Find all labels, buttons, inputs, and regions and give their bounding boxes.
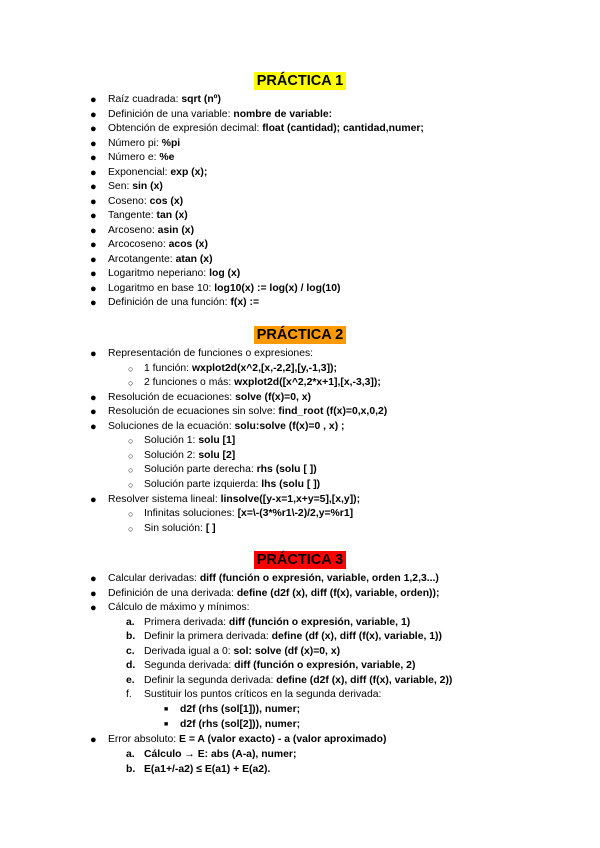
list-marker: c. [126,646,135,657]
bullet-dot: ● [90,181,97,193]
list-item: Derivada igual a 0: sol: solve (df (x)=0, x) [144,646,341,657]
list-item: Solución 2: solu [2] [144,450,236,461]
list-item: Raíz cuadrada: sqrt (nº) [108,94,221,105]
list-marker: d. [126,660,136,671]
list-item: Logaritmo en base 10: log10(x) := log(x) / log(10) [108,283,341,294]
list-item: E(a1+/-a2) ≤ E(a1) + E(a2). [144,764,271,775]
bullet-dot: ● [90,254,97,266]
bullet-dot: ● [90,239,97,251]
list-item: Arcotangente: atan (x) [108,254,213,265]
list-item: Número pi: %pi [108,138,181,149]
bullet-dot: ● [90,406,97,418]
list-item: Solución 1: solu [1] [144,435,236,446]
bullet-circle: ○ [128,451,134,461]
bullet-dot: ● [90,494,97,506]
list-item: Sustituir los puntos críticos en la segunda derivada: [144,689,382,700]
bullet-circle: ○ [128,524,134,534]
list-item: Obtención de expresión decimal: float (cantidad); cantidad,numer; [108,123,424,134]
list-item: Resolver sistema lineal: linsolve([y-x=1,x+y=5],[x,y]); [108,494,361,505]
list-item: Error absoluto: E = A (valor exacto) - a (valor aproximado) [108,734,387,745]
bullet-dot: ● [90,167,97,179]
list-item: Sen: sin (x) [108,181,163,192]
bullet-circle: ○ [128,509,134,519]
list-marker: b. [126,764,136,775]
bullet-square: ■ [164,721,169,728]
list-item: Definir la primera derivada: define (df (x), diff (f(x), variable, 1)) [144,631,442,642]
bullet-dot: ● [90,392,97,404]
bullet-dot: ● [90,421,97,433]
section-title-practica-1 [0,72,600,90]
bullet-square: ■ [164,706,169,713]
list-item: Tangente: tan (x) [108,210,188,221]
list-item: Arcoseno: asin (x) [108,225,195,236]
bullet-dot: ● [90,734,97,746]
bullet-dot: ● [90,109,97,121]
list-item: Número e: %e [108,152,175,163]
list-item: Infinitas soluciones: [x=\-(3*%r1\-2)/2,y=%r1] [144,508,354,519]
bullet-dot: ● [90,283,97,295]
section-heading: PRÁCTICA 3 [254,551,346,569]
list-item: Calcular derivadas: diff (función o expresión, variable, orden 1,2,3...) [108,573,439,584]
list-marker: a. [126,749,135,760]
list-item: Definición de una variable: nombre de variable: [108,109,333,120]
bullet-dot: ● [90,602,97,614]
bullet-dot: ● [90,268,97,280]
list-item: Solución parte derecha: rhs (solu [ ]) [144,464,317,475]
bullet-dot: ● [90,152,97,164]
list-item: Resolución de ecuaciones sin solve: find_root (f(x)=0,x,0,2) [108,406,388,417]
bullet-dot: ● [90,225,97,237]
bullet-dot: ● [90,196,97,208]
list-marker: a. [126,617,135,628]
bullet-dot: ● [90,573,97,585]
list-marker: e. [126,675,135,686]
list-item: Cálculo → E: abs (A-a), numer; [144,749,297,760]
list-item: Representación de funciones o expresiones: [108,348,314,359]
bullet-circle: ○ [128,436,134,446]
list-item: Logaritmo neperiano: log (x) [108,268,241,279]
bullet-dot: ● [90,588,97,600]
bullet-circle: ○ [128,378,134,388]
list-marker: b. [126,631,136,642]
bullet-dot: ● [90,348,97,360]
section-heading: PRÁCTICA 1 [254,72,346,90]
bullet-dot: ● [90,138,97,150]
bullet-dot: ● [90,210,97,222]
list-item: Sin solución: [ ] [144,523,216,534]
list-item: Solución parte izquierda: lhs (solu [ ]) [144,479,321,490]
list-item: d2f (rhs (sol[2])), numer; [180,719,301,730]
bullet-circle: ○ [128,480,134,490]
list-item: 1 función: wxplot2d(x^2,[x,-2,2],[y,-1,3]); [144,363,337,374]
list-item: Definición de una derivada: define (d2f (x), diff (f(x), variable, orden)); [108,588,440,599]
list-item: Resolución de ecuaciones: solve (f(x)=0, x) [108,392,312,403]
section-title-practica-3 [0,551,600,569]
section-title-practica-2 [0,326,600,344]
bullet-circle: ○ [128,364,134,374]
list-item: d2f (rhs (sol[1])), numer; [180,704,301,715]
bullet-circle: ○ [128,465,134,475]
list-item: Definir la segunda derivada: define (d2f (x), diff (f(x), variable, 2)) [144,675,453,686]
section-heading: PRÁCTICA 2 [254,326,346,344]
bullet-dot: ● [90,123,97,135]
list-item: Arcocoseno: acos (x) [108,239,208,250]
list-item: Exponencial: exp (x); [108,167,208,178]
list-item: Coseno: cos (x) [108,196,184,207]
list-item: Definición de una función: f(x) := [108,297,260,308]
list-item: Cálculo de máximo y mínimos: [108,602,250,613]
bullet-dot: ● [90,297,97,309]
list-marker: f. [126,689,132,700]
list-item: Segunda derivada: diff (función o expresión, variable, 2) [144,660,416,671]
bullet-dot: ● [90,94,97,106]
list-item: Soluciones de la ecuación: solu:solve (f(x)=0 , x) ; [108,421,345,432]
list-item: Primera derivada: diff (función o expresión, variable, 1) [144,617,411,628]
list-item: 2 funciones o más: wxplot2d([x^2,2*x+1],[x,-3,3]); [144,377,381,388]
